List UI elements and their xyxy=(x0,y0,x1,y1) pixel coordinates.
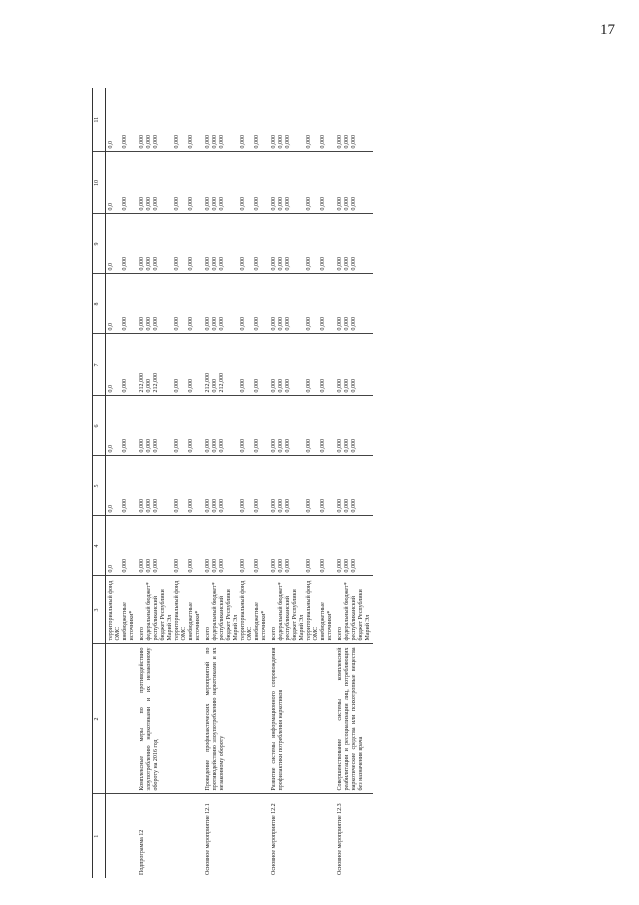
value: 0,000 xyxy=(271,499,277,513)
value: 0,000 xyxy=(219,257,225,271)
value-cell xyxy=(106,88,138,152)
value: 0,000 xyxy=(212,499,218,513)
program-title-cell xyxy=(106,644,138,794)
value-cell xyxy=(106,274,138,334)
value-cell xyxy=(335,396,373,456)
value: 0,000 xyxy=(188,257,194,271)
value: 0,000 xyxy=(271,317,277,331)
value: 0,000 xyxy=(146,257,152,271)
value: 0,000 xyxy=(219,439,225,453)
value: 0,000 xyxy=(351,379,357,393)
value-cell xyxy=(269,334,335,396)
column-header: 2 xyxy=(93,644,106,794)
value: 0,0 xyxy=(108,505,114,513)
value: 0,000 xyxy=(306,439,312,453)
value: 0,000 xyxy=(278,197,284,211)
value: 0,000 xyxy=(320,559,326,573)
value: 0,000 xyxy=(337,439,343,453)
value-cell xyxy=(203,152,269,214)
value-cell xyxy=(137,152,203,214)
value-cell xyxy=(137,516,203,576)
value: 0,000 xyxy=(320,317,326,331)
program-code-cell: Основное мероприятие 12.1 xyxy=(205,803,211,875)
value: 0,000 xyxy=(344,135,350,149)
value: 0,000 xyxy=(139,135,145,149)
funding-source: федеральный бюджет* xyxy=(344,582,350,641)
value: 0,000 xyxy=(139,257,145,271)
value: 212,000 xyxy=(219,373,225,393)
value: 0,000 xyxy=(205,257,211,271)
value: 0,000 xyxy=(205,499,211,513)
table-body xyxy=(106,88,374,878)
value: 0,000 xyxy=(344,559,350,573)
value-cell xyxy=(137,456,203,516)
value: 0,000 xyxy=(139,317,145,331)
value: 0,000 xyxy=(188,499,194,513)
value: 0,000 xyxy=(285,197,291,211)
value: 0,000 xyxy=(271,135,277,149)
column-header: 1 xyxy=(93,794,106,878)
value: 0,000 xyxy=(351,317,357,331)
value: 0,000 xyxy=(306,135,312,149)
value: 0,000 xyxy=(146,317,152,331)
value: 0,000 xyxy=(139,499,145,513)
value: 0,000 xyxy=(153,197,159,211)
value: 0,000 xyxy=(278,499,284,513)
value: 0,0 xyxy=(108,141,114,149)
value: 0,000 xyxy=(188,197,194,211)
value: 0,000 xyxy=(320,439,326,453)
value-cell xyxy=(203,214,269,274)
page-number: 17 xyxy=(600,22,615,38)
table-row xyxy=(335,88,373,878)
value: 0,0 xyxy=(108,565,114,573)
value-cell xyxy=(106,456,138,516)
value: 0,000 xyxy=(122,317,128,331)
value: 0,000 xyxy=(306,499,312,513)
value: 0,000 xyxy=(219,317,225,331)
value-cell xyxy=(269,274,335,334)
value-cell xyxy=(203,334,269,396)
value: 0,0 xyxy=(108,263,114,271)
funding-source: федеральный бюджет* xyxy=(146,582,152,641)
value: 0,000 xyxy=(174,257,180,271)
value: 0,000 xyxy=(240,499,246,513)
value: 0,000 xyxy=(212,197,218,211)
value: 0,000 xyxy=(240,257,246,271)
value: 0,000 xyxy=(351,559,357,573)
value: 0,000 xyxy=(219,499,225,513)
column-header: 9 xyxy=(93,214,106,274)
value: 0,000 xyxy=(254,379,260,393)
value: 0,000 xyxy=(344,317,350,331)
value: 0,000 xyxy=(146,135,152,149)
value: 0,000 xyxy=(153,439,159,453)
value: 0,000 xyxy=(212,135,218,149)
value-cell xyxy=(203,456,269,516)
value: 0,000 xyxy=(188,135,194,149)
program-title-cell: Комплексные меры по противодействию злоупотреблению наркотиками и их незаконному обороту на 2016 год xyxy=(137,644,203,794)
value: 0,000 xyxy=(254,257,260,271)
value: 0,000 xyxy=(278,439,284,453)
value: 0,000 xyxy=(337,135,343,149)
value: 0,000 xyxy=(139,439,145,453)
value: 0,000 xyxy=(351,257,357,271)
value: 0,000 xyxy=(320,197,326,211)
program-title-cell: Развитие системы информационного сопровождения профилактики потребления наркотиков xyxy=(269,644,335,794)
value: 0,000 xyxy=(254,439,260,453)
funding-source: республиканский бюджет Республики Марий Эл xyxy=(219,589,239,641)
value-cell xyxy=(106,334,138,396)
program-code-cell xyxy=(106,794,138,878)
funding-source: внебюджетные источники* xyxy=(254,602,267,641)
value: 0,000 xyxy=(320,499,326,513)
budget-table xyxy=(92,88,373,878)
funding-source-cell xyxy=(137,576,203,644)
value: 0,000 xyxy=(205,135,211,149)
value: 0,000 xyxy=(122,135,128,149)
value: 0,000 xyxy=(337,499,343,513)
funding-source: территориальный фонд ОМС xyxy=(306,580,319,641)
value: 0,000 xyxy=(174,317,180,331)
value: 0,000 xyxy=(254,499,260,513)
value: 0,000 xyxy=(188,379,194,393)
value: 0,000 xyxy=(351,197,357,211)
value: 0,000 xyxy=(285,439,291,453)
value: 212,000 xyxy=(205,373,211,393)
funding-source: федеральный бюджет* xyxy=(212,582,218,641)
value: 0,000 xyxy=(254,135,260,149)
value: 0,000 xyxy=(344,257,350,271)
value: 0,000 xyxy=(122,197,128,211)
value: 0,000 xyxy=(320,135,326,149)
value: 0,000 xyxy=(174,499,180,513)
program-title-cell: Проведение профилактических мероприятий по противодействию злоупотреблению наркотиками и их незаконному обороту xyxy=(203,644,269,794)
value: 0,000 xyxy=(351,135,357,149)
value: 0,000 xyxy=(205,559,211,573)
funding-source: федеральный бюджет* xyxy=(278,582,284,641)
value-cell xyxy=(335,456,373,516)
table-row xyxy=(269,88,335,878)
value: 0,000 xyxy=(205,439,211,453)
value: 0,000 xyxy=(306,559,312,573)
value-cell xyxy=(203,274,269,334)
value-cell xyxy=(335,274,373,334)
value: 0,000 xyxy=(320,379,326,393)
value: 0,000 xyxy=(344,379,350,393)
funding-source: республиканский бюджет Республики Марий Эл xyxy=(153,589,173,641)
value: 0,000 xyxy=(285,135,291,149)
column-header: 11 xyxy=(93,88,106,152)
value: 0,000 xyxy=(278,559,284,573)
table-row xyxy=(203,88,269,878)
value: 0,000 xyxy=(188,317,194,331)
value: 0,000 xyxy=(285,559,291,573)
value: 0,000 xyxy=(306,379,312,393)
value: 0,000 xyxy=(240,379,246,393)
value: 0,000 xyxy=(174,559,180,573)
value: 0,000 xyxy=(212,317,218,331)
value-cell xyxy=(137,274,203,334)
value: 0,0 xyxy=(108,385,114,393)
value: 0,000 xyxy=(212,379,218,393)
value: 0,000 xyxy=(240,197,246,211)
funding-source: республиканский бюджет Республики Марий Эл xyxy=(351,589,371,641)
value: 0,000 xyxy=(337,379,343,393)
value: 0,000 xyxy=(278,379,284,393)
value: 0,000 xyxy=(271,559,277,573)
value: 0,000 xyxy=(344,197,350,211)
value: 0,000 xyxy=(212,559,218,573)
value: 0,0 xyxy=(108,445,114,453)
value-cell xyxy=(203,516,269,576)
value: 0,000 xyxy=(306,257,312,271)
value: 0,000 xyxy=(146,379,152,393)
value: 0,000 xyxy=(240,439,246,453)
value: 0,000 xyxy=(146,197,152,211)
funding-source: территориальный фонд ОМС xyxy=(108,580,121,641)
value-cell xyxy=(335,88,373,152)
value-cell xyxy=(106,516,138,576)
program-title-cell: Совершенствование системы комплексной реабилитации и ресоциализации лиц, потребляющих наркотические средства или психотропные вещества без назначения врача xyxy=(335,644,373,794)
value: 0,000 xyxy=(122,559,128,573)
funding-source: всего xyxy=(271,626,277,641)
table-row xyxy=(137,88,203,878)
value-cell xyxy=(203,88,269,152)
value: 0,000 xyxy=(337,257,343,271)
value: 0,000 xyxy=(174,379,180,393)
column-header: 10 xyxy=(93,152,106,214)
value: 0,000 xyxy=(212,439,218,453)
value: 0,000 xyxy=(320,257,326,271)
funding-source-cell xyxy=(106,576,138,644)
value-cell xyxy=(269,516,335,576)
value: 0,000 xyxy=(146,439,152,453)
value: 0,000 xyxy=(271,379,277,393)
value: 0,000 xyxy=(254,559,260,573)
funding-source-cell xyxy=(203,576,269,644)
program-code-cell: Основное мероприятие 12.2 xyxy=(271,803,277,875)
column-header: 5 xyxy=(93,456,106,516)
value-cell xyxy=(137,396,203,456)
value: 212,000 xyxy=(153,373,159,393)
value-cell xyxy=(137,88,203,152)
value: 0,0 xyxy=(108,323,114,331)
value: 0,000 xyxy=(240,135,246,149)
value-cell xyxy=(269,456,335,516)
funding-source: республиканский бюджет Республики Марий Эл xyxy=(285,589,305,641)
value: 0,000 xyxy=(285,257,291,271)
value: 0,000 xyxy=(285,379,291,393)
table-row xyxy=(106,88,138,878)
value-cell xyxy=(137,334,203,396)
value: 0,000 xyxy=(337,197,343,211)
value-cell xyxy=(335,516,373,576)
value: 0,000 xyxy=(219,135,225,149)
value-cell xyxy=(335,152,373,214)
value: 0,000 xyxy=(351,439,357,453)
rotated-table-container xyxy=(92,88,637,878)
value: 0,000 xyxy=(285,499,291,513)
value: 0,000 xyxy=(285,317,291,331)
value: 0,000 xyxy=(153,559,159,573)
funding-source-cell xyxy=(335,576,373,644)
funding-source: территориальный фонд ОМС xyxy=(174,580,187,641)
value: 0,000 xyxy=(122,499,128,513)
value-cell xyxy=(106,152,138,214)
value: 0,000 xyxy=(254,197,260,211)
value-cell xyxy=(335,334,373,396)
value: 0,000 xyxy=(122,257,128,271)
value: 212,000 xyxy=(139,373,145,393)
value: 0,000 xyxy=(122,439,128,453)
value: 0,000 xyxy=(306,197,312,211)
value: 0,000 xyxy=(240,559,246,573)
value: 0,000 xyxy=(278,135,284,149)
value: 0,000 xyxy=(139,559,145,573)
funding-source: внебюджетные источники* xyxy=(122,602,135,641)
value: 0,000 xyxy=(344,499,350,513)
value: 0,000 xyxy=(240,317,246,331)
value: 0,000 xyxy=(174,439,180,453)
value-cell xyxy=(269,396,335,456)
value: 0,000 xyxy=(205,317,211,331)
value: 0,000 xyxy=(337,317,343,331)
value: 0,000 xyxy=(122,379,128,393)
funding-source: внебюджетные источники* xyxy=(320,602,333,641)
column-header: 4 xyxy=(93,516,106,576)
value: 0,000 xyxy=(219,197,225,211)
value: 0,000 xyxy=(254,317,260,331)
value-cell xyxy=(137,214,203,274)
value: 0,000 xyxy=(212,257,218,271)
value: 0,000 xyxy=(278,257,284,271)
value: 0,000 xyxy=(219,559,225,573)
value: 0,000 xyxy=(344,439,350,453)
value: 0,000 xyxy=(153,257,159,271)
value: 0,000 xyxy=(188,439,194,453)
column-header: 8 xyxy=(93,274,106,334)
value: 0,000 xyxy=(174,197,180,211)
program-code-cell: Основное мероприятие 12.3 xyxy=(337,803,343,875)
value-cell xyxy=(269,88,335,152)
value: 0,000 xyxy=(146,559,152,573)
funding-source: всего xyxy=(139,626,145,641)
value: 0,000 xyxy=(271,439,277,453)
value: 0,000 xyxy=(351,499,357,513)
value: 0,000 xyxy=(278,317,284,331)
value: 0,000 xyxy=(205,197,211,211)
value: 0,000 xyxy=(153,499,159,513)
value-cell xyxy=(335,214,373,274)
value: 0,000 xyxy=(188,559,194,573)
column-header: 7 xyxy=(93,334,106,396)
program-code-cell: Подпрограмма 12 xyxy=(139,829,145,875)
value: 0,000 xyxy=(337,559,343,573)
column-header: 6 xyxy=(93,396,106,456)
table-header-row xyxy=(93,88,106,878)
funding-source-cell xyxy=(269,576,335,644)
value-cell xyxy=(269,152,335,214)
funding-source: территориальный фонд ОМС xyxy=(240,580,253,641)
value-cell xyxy=(106,214,138,274)
funding-source: всего xyxy=(205,626,211,641)
value-cell xyxy=(203,396,269,456)
value: 0,000 xyxy=(153,317,159,331)
funding-source: всего xyxy=(337,626,343,641)
value: 0,000 xyxy=(174,135,180,149)
value: 0,000 xyxy=(306,317,312,331)
funding-source: внебюджетные источники* xyxy=(188,602,201,641)
value: 0,000 xyxy=(146,499,152,513)
value: 0,000 xyxy=(153,135,159,149)
value: 0,000 xyxy=(139,197,145,211)
value: 0,0 xyxy=(108,203,114,211)
value: 0,000 xyxy=(271,197,277,211)
value-cell xyxy=(269,214,335,274)
column-header: 3 xyxy=(93,576,106,644)
value: 0,000 xyxy=(271,257,277,271)
value-cell xyxy=(106,396,138,456)
